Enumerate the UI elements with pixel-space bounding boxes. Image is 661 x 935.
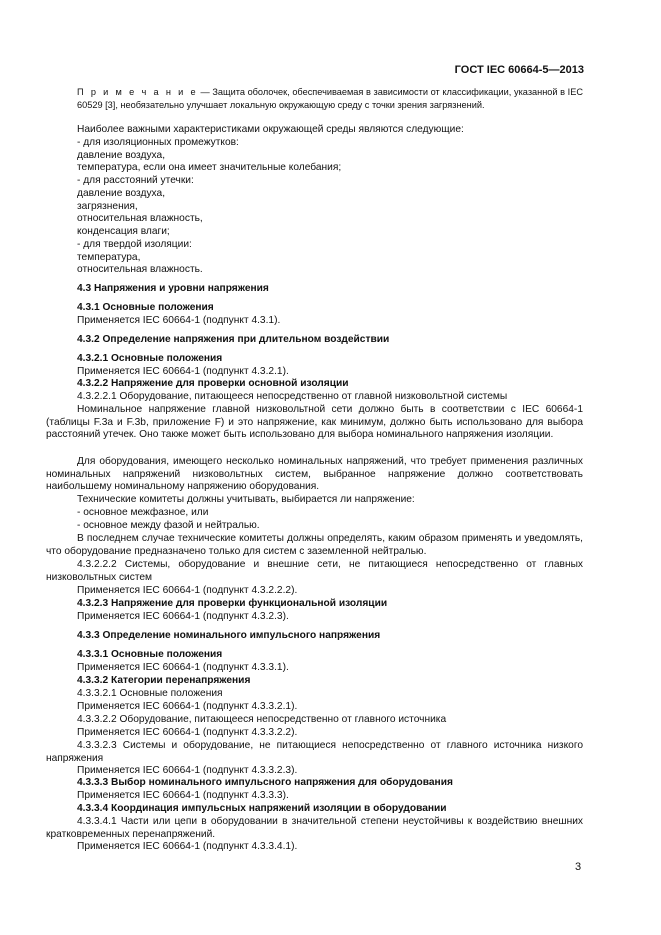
subsection-heading: 4.3.3.4 Координация импульсных напряжений изоляции в оборудовании [77, 803, 447, 814]
paragraph: Применяется IEC 60664-1 (подпункт 4.3.3.2.2). [77, 727, 298, 738]
paragraph: Применяется IEC 60664-1 (подпункт 4.3.1). [77, 315, 281, 326]
note-prefix: П р и м е ч а н и е [77, 87, 198, 97]
paragraph [46, 456, 583, 494]
subsection-heading: 4.3.2 Определение напряжения при длительном воздействии [77, 334, 390, 345]
subsection-heading: 4.3.2.3 Напряжение для проверки функциональной изоляции [77, 598, 388, 609]
paragraph: Применяется IEC 60664-1 (подпункт 4.3.3.4.1). [77, 841, 298, 852]
paragraph: Применяется IEC 60664-1 (подпункт 4.3.3.2.3). [77, 765, 298, 776]
list-line: относительная влажность. [77, 264, 203, 276]
list-line: - для расстояний утечки: [77, 175, 194, 186]
page-number: 3 [575, 861, 582, 873]
paragraph-text: Номинальное напряжение главной низковольтной сети должно быть в соответствии с IEC 60664-1 (таблицы F.3a и F.3b, приложение F) и это напряжение, как минимум, должно быть использовано для выбора расстояний утечек. Оно также может быть использовано для выбора номинального напряжения изоляции. [46, 404, 583, 441]
section-heading: 4.3 Напряжения и уровни напряжения [77, 283, 269, 294]
paragraph-text: 4.3.2.2.2 Системы, оборудование и внешние сети, не питающиеся непосредственно от главных низковольтных систем [46, 559, 583, 583]
paragraph [46, 816, 583, 841]
paragraph: Применяется IEC 60664-1 (подпункт 4.3.3.1). [77, 662, 289, 673]
note-text: — Защита оболочек, обеспечиваемая в зависимости от классификации, указанной в IEC 60529 [3], необязательно улучшает локальную окружающую среду с точки зрения загрязнений. [77, 87, 583, 110]
list-line: загрязнения, [77, 200, 138, 212]
list-line: давление воздуха, [77, 149, 166, 161]
subsection-heading: 4.3.3 Определение номинального импульсного напряжения [77, 630, 381, 641]
paragraph: - основное межфазное, или [77, 507, 209, 518]
subsection-heading: 4.3.1 Основные положения [77, 302, 214, 313]
paragraph: Технические комитеты должны учитывать, выбирается ли напряжение: [77, 494, 415, 505]
note-paragraph [77, 86, 583, 111]
paragraph: Применяется IEC 60664-1 (подпункт 4.3.2.1). [77, 366, 289, 377]
paragraph [46, 740, 583, 765]
subsection-heading: 4.3.2.2 Напряжение для проверки основной изоляции [77, 378, 349, 389]
list-line: температура, если она имеет значительные колебания; [77, 162, 342, 174]
paragraph-text: В последнем случае технические комитеты должны определять, каким образом применять и уведомлять, что оборудование предназначено только для систем с заземленной нейтралью. [46, 533, 583, 557]
list-line: температура, [77, 251, 141, 263]
paragraph [46, 559, 583, 584]
paragraph-text: 4.3.3.4.1 Части или цепи в оборудовании в значительной степени неустойчивы к воздействию внешних кратковременных перенапряжений. [46, 816, 583, 840]
subsection-heading: 4.3.2.1 Основные положения [77, 353, 223, 364]
paragraph: Применяется IEC 60664-1 (подпункт 4.3.3.2.1). [77, 701, 298, 712]
paragraph [46, 533, 583, 558]
paragraph-text: 4.3.3.2.3 Системы и оборудование, не питающиеся непосредственно от главного источника низкого напряжения [46, 740, 583, 764]
list-line: - для изоляционных промежутков: [77, 136, 239, 148]
list-line: относительная влажность, [77, 213, 203, 225]
list-line: давление воздуха, [77, 187, 166, 199]
paragraph: Применяется IEC 60664-1 (подпункт 4.3.3.3). [77, 790, 289, 801]
paragraph: Применяется IEC 60664-1 (подпункт 4.3.2.3). [77, 611, 289, 622]
list-line: - для твердой изоляции: [77, 238, 192, 250]
paragraph-text: Для оборудования, имеющего несколько номинальных напряжений, что требует применения различных номинальных напряжений низковольтных систем, выбранное напряжение должно соответствовать наибольшему номинальному напряжению оборудования. [46, 456, 583, 493]
list-line: конденсация влаги; [77, 226, 170, 237]
subsection-heading: 4.3.3.2 Категории перенапряжения [77, 675, 251, 686]
paragraph: 4.3.3.2.2 Оборудование, питающееся непосредственно от главного источника [77, 714, 447, 725]
characteristics-list [77, 124, 583, 277]
document-header: ГОСТ IEC 60664-5—2013 [454, 64, 584, 76]
paragraph: - основное между фазой и нейтралью. [77, 520, 260, 531]
paragraph: 4.3.3.2.1 Основные положения [77, 688, 223, 699]
subsection-heading: 4.3.3.1 Основные положения [77, 649, 223, 660]
list-line: Наиболее важными характеристиками окружающей среды являются следующие: [77, 124, 464, 135]
paragraph: 4.3.2.2.1 Оборудование, питающееся непосредственно от главной низковольтной системы [77, 391, 508, 402]
subsection-heading: 4.3.3.3 Выбор номинального импульсного напряжения для оборудования [77, 777, 453, 788]
paragraph: Применяется IEC 60664-1 (подпункт 4.3.2.2.2). [77, 585, 298, 596]
paragraph [46, 404, 583, 442]
